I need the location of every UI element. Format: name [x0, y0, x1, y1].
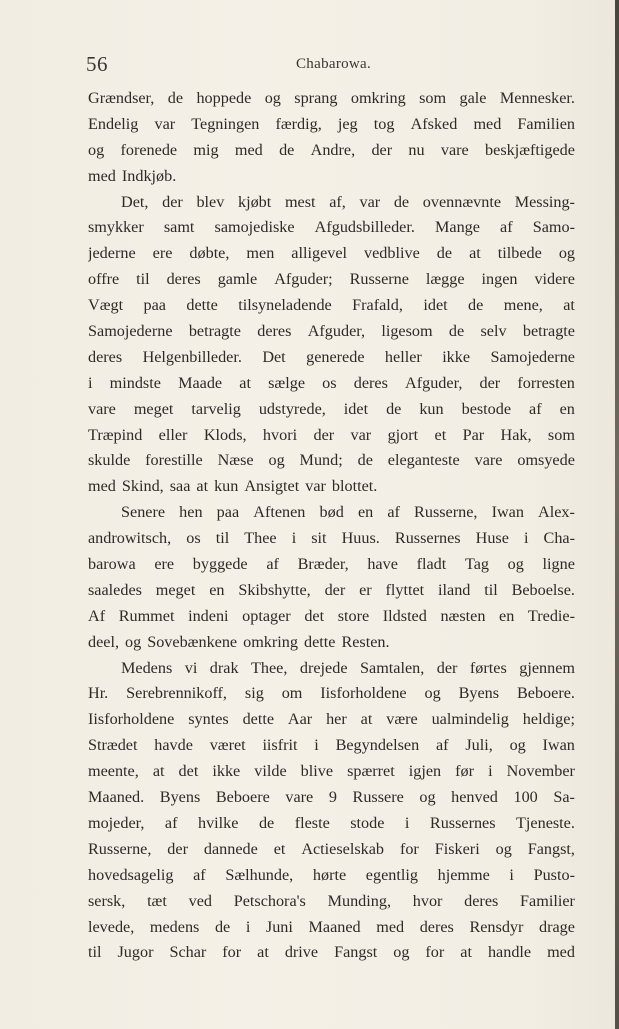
text-line: hovedsagelig af Sælhunde, hørte egentlig hjemme i Pusto-: [88, 865, 575, 884]
text-line: deres Helgenbilleder. Det generede heller ikke Samojederne: [88, 347, 575, 366]
text-line: saaledes meget en Skibshytte, der er flyttet iland til Beboelse.: [88, 580, 575, 599]
text-line: Endelig var Tegningen færdig, jeg tog Afsked med Familien: [88, 114, 575, 133]
text-line: Strædet havde været iisfrit i Begyndelsen af Juli, og Iwan: [88, 736, 575, 755]
text-line: deel, og Sovebænkene omkring dette Resten.: [88, 632, 390, 651]
running-title: Chabarowa.: [296, 56, 372, 72]
text-line: Træpind eller Klods, hvori der var gjort et Par Hak, som: [88, 425, 575, 444]
page-edge-shadow: [615, 0, 619, 1029]
text-line: Russerne, der dannede et Actieselskab for Fiskeri og Fangst,: [88, 839, 575, 858]
text-line: levede, medens de i Juni Maaned med deres Rensdyr drage: [88, 917, 575, 936]
text-line: Grændser, de hoppede og sprang omkring som gale Mennesker.: [88, 89, 575, 107]
text-line: til Jugor Schar for at drive Fangst og for at handle med: [88, 943, 575, 962]
text-line: Samojederne betragte deres Afguder, ligesom de selv betragte: [88, 322, 575, 341]
text-line: mojeder, af hvilke de fleste stode i Russernes Tjeneste.: [88, 813, 575, 832]
text-line: jederne ere døbte, men alligevel vedblive de at tilbede og: [88, 244, 575, 263]
text-line: meente, at det ikke vilde blive spærret igjen før i November: [88, 762, 575, 781]
text-line: Af Rummet indeni optager det store Ildsted næsten en Tredie-: [88, 606, 575, 625]
text-line: androwitsch, os til Thee i sit Huus. Russernes Huse i Cha-: [88, 529, 575, 548]
text-line: offre til deres gamle Afguder; Russerne lægge ingen videre: [88, 270, 575, 289]
text-line: Medens vi drak Thee, drejede Samtalen, der førtes gjennem: [121, 658, 575, 677]
text-line: Iisforholdene syntes dette Aar her at være ualmindelig heldige;: [88, 710, 575, 729]
page-number: 56: [86, 52, 108, 76]
text-line: og forenede mig med de Andre, der nu vare beskjæftigede: [88, 140, 575, 159]
text-line: smykker samt samojediske Afgudsbilleder. Mange af Samo-: [88, 218, 575, 237]
text-line: barowa ere byggede af Bræder, have fladt Tag og ligne: [88, 555, 575, 574]
text-line: Vægt paa dette tilsyneladende Frafald, idet de mene, at: [88, 296, 575, 315]
body-text: [88, 86, 575, 966]
text-line: sersk, tæt ved Petschora's Munding, hvor deres Familier: [88, 891, 575, 910]
page-header: [86, 52, 556, 78]
text-line: Det, der blev kjøbt mest af, var de ovennævnte Messing-: [121, 192, 575, 211]
text-line: Senere hen paa Aftenen bød en af Russerne, Iwan Alex-: [121, 503, 575, 522]
text-line: i mindste Maade at sælge os deres Afguder, der forresten: [88, 373, 575, 392]
text-line: vare meget tarvelig udstyrede, idet de kun bestode af en: [88, 399, 575, 418]
text-line: skulde forestille Næse og Mund; de eleganteste vare omsyede: [88, 451, 575, 470]
text-line: Maaned. Byens Beboere vare 9 Russere og henved 100 Sa-: [88, 788, 575, 807]
text-line: med Skind, saa at kun Ansigtet var blottet.: [88, 477, 378, 496]
text-line: Hr. Serebrennikoff, sig om Iisforholdene og Byens Beboere.: [88, 684, 575, 703]
text-line: med Indkjøb.: [88, 166, 177, 185]
